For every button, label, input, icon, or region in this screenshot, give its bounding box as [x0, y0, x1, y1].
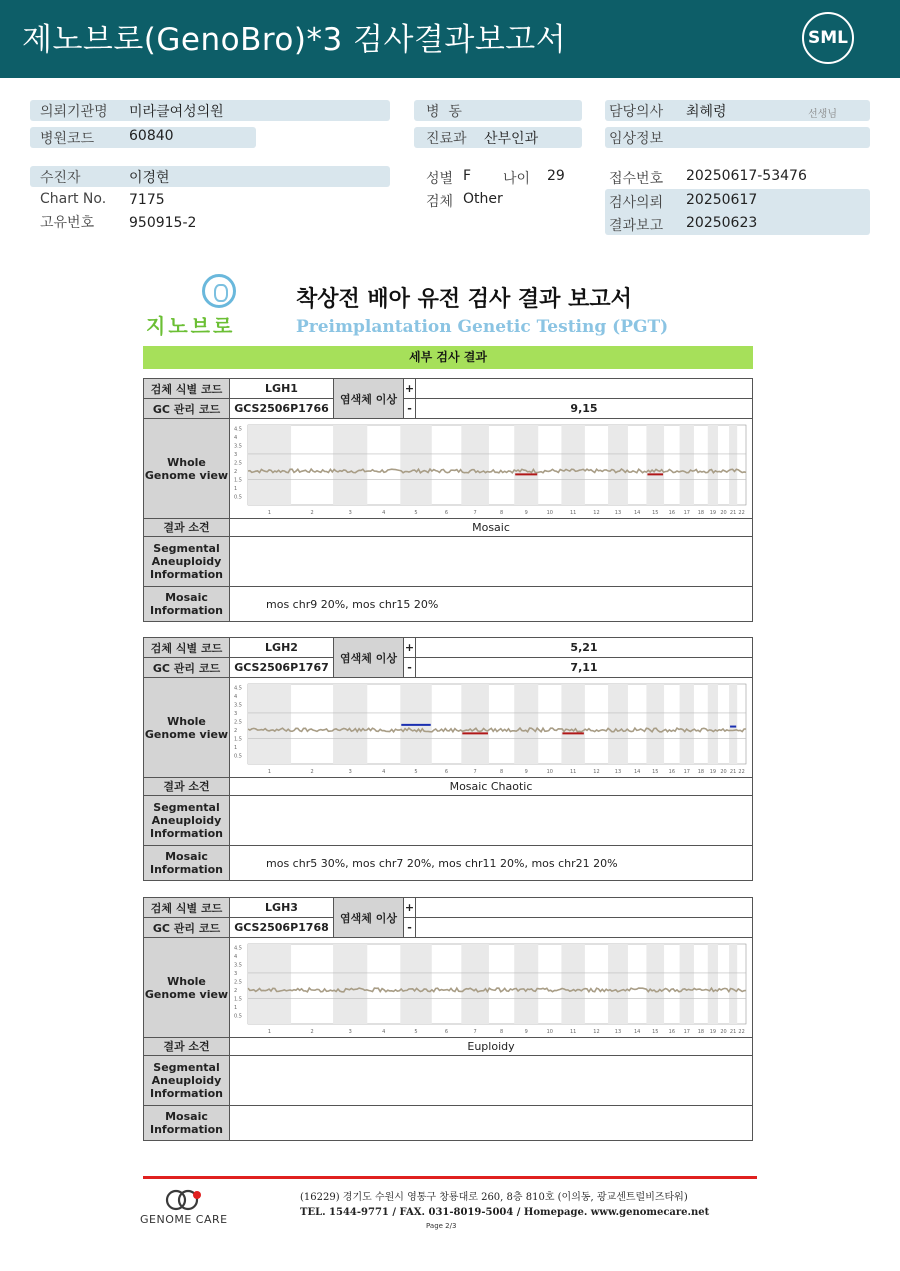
chart-value: 7175: [129, 192, 165, 208]
result-row: [144, 519, 752, 537]
chromosome-band: [608, 425, 628, 505]
abnormal-label: 염색체 이상: [334, 379, 404, 418]
x-tick-label: 7: [473, 510, 477, 516]
doctor-suffix: 선생님: [808, 109, 837, 120]
x-tick-label: 17: [683, 510, 690, 516]
x-tick-label: 4: [382, 510, 386, 516]
dept-value: 산부인과: [484, 131, 539, 147]
y-tick-label: 2.5: [234, 979, 242, 986]
x-tick-label: 5: [414, 510, 418, 516]
x-tick-label: 1: [267, 769, 272, 775]
x-tick-label: 4: [382, 769, 386, 775]
sample-table: [143, 378, 753, 622]
chromosome-band: [333, 425, 367, 505]
chromosome-band: [514, 684, 538, 764]
x-tick-label: 20: [720, 1029, 727, 1035]
y-tick-label: 4: [234, 693, 238, 700]
y-tick-label: 2: [234, 727, 238, 734]
abnormal-label: 염색체 이상: [334, 898, 404, 937]
y-tick-label: 2: [234, 468, 238, 475]
whole-genome-label: Whole Genome view: [144, 678, 230, 777]
chromosome-band: [708, 684, 718, 764]
x-tick-label: 14: [633, 769, 641, 775]
genome-plot: [230, 678, 752, 777]
ward-label: 병 동: [426, 104, 462, 120]
mosaic-value: [230, 1106, 752, 1140]
mosaic-row: [144, 1106, 752, 1140]
chromosome-band: [646, 684, 664, 764]
x-tick-label: 8: [499, 1029, 504, 1035]
section-header: 세부 검사 결과: [143, 346, 753, 369]
x-tick-label: 21: [729, 510, 737, 516]
result-label: 결과 소견: [144, 1038, 230, 1055]
y-tick-label: 3.5: [234, 443, 242, 450]
x-tick-label: 6: [444, 769, 449, 775]
x-tick-label: 17: [683, 769, 690, 775]
gc-code-value: GCS2506P1766: [234, 402, 329, 415]
y-tick-label: 0.5: [234, 753, 242, 760]
mosaic-label: Mosaic Information: [144, 846, 230, 880]
gain-chromosomes: [416, 898, 752, 918]
x-tick-label: 3: [348, 1029, 352, 1035]
y-tick-label: 3: [234, 451, 238, 458]
segmental-row: [144, 1056, 752, 1106]
request-value: 20250617: [686, 192, 758, 208]
x-tick-label: 9: [524, 1029, 528, 1035]
x-tick-label: 9: [524, 769, 528, 775]
x-tick-label: 16: [668, 1029, 676, 1035]
genome-chart: [230, 678, 752, 776]
result-row: [144, 778, 752, 796]
x-tick-label: 21: [729, 1029, 737, 1035]
document-title: 제노브로(GenoBro)*3 검사결과보고서: [22, 22, 567, 58]
patient-label: 수진자: [40, 170, 81, 186]
chromosome-band: [333, 944, 367, 1024]
x-tick-label: 13: [614, 769, 622, 775]
result-label: 결과 소견: [144, 778, 230, 795]
genome-row: [144, 938, 752, 1038]
loss-chromosomes: 9,15: [570, 402, 598, 415]
abnormal-label: 염색체 이상: [334, 638, 404, 677]
y-tick-label: 2: [234, 987, 238, 994]
y-tick-label: 0.5: [234, 494, 242, 501]
x-tick-label: 10: [546, 769, 553, 775]
segmental-row: [144, 796, 752, 846]
mosaic-label: Mosaic Information: [144, 1106, 230, 1140]
y-tick-label: 3: [234, 710, 238, 717]
sample-id-label: 검체 식별 코드: [144, 638, 229, 658]
result-label: 결과 소견: [144, 519, 230, 536]
x-tick-label: 9: [524, 510, 528, 516]
chromosome-band: [400, 425, 431, 505]
segmental-value: [230, 796, 752, 845]
segmental-value: [230, 1056, 752, 1105]
sample-id-value: LGH3: [230, 898, 333, 918]
genome-chart: [230, 419, 752, 517]
x-tick-label: 3: [348, 510, 352, 516]
chromosome-band: [680, 684, 694, 764]
copy-number-trace: [248, 728, 746, 732]
report-title: 착상전 배아 유전 검사 결과 보고서: [296, 287, 632, 312]
plot-frame: [248, 944, 746, 1024]
chromosome-band: [561, 425, 585, 505]
y-tick-label: 4.5: [234, 685, 242, 692]
chromosome-band: [248, 944, 291, 1024]
chromosome-band: [729, 425, 737, 505]
whole-genome-label: Whole Genome view: [144, 419, 230, 518]
y-tick-label: 1.5: [234, 736, 242, 743]
chromosome-band: [680, 944, 694, 1024]
sample-id-rows: [144, 638, 752, 678]
chromosome-band: [461, 425, 489, 505]
x-tick-label: 21: [729, 769, 737, 775]
plot-frame: [248, 425, 746, 505]
sex-value: F: [463, 168, 472, 184]
gc-code-value: GCS2506P1767: [234, 661, 329, 674]
chromosome-band: [400, 944, 431, 1024]
y-tick-label: 4.5: [234, 945, 242, 952]
x-tick-label: 1: [267, 510, 272, 516]
segmental-label: Segmental Aneuploidy Information: [144, 537, 230, 586]
minus-sign: -: [407, 661, 412, 674]
plus-sign: +: [404, 638, 415, 658]
plus-sign: +: [404, 379, 415, 399]
receipt-value: 20250617-53476: [686, 168, 807, 184]
hospital-code-label: 병원코드: [40, 131, 95, 147]
chromosome-band: [561, 684, 585, 764]
plot-frame: [248, 684, 746, 764]
x-tick-label: 6: [444, 510, 449, 516]
footer-address: (16229) 경기도 수원시 영통구 창룡대로 260, 8층 810호 (이의동, 광교센트럴비즈타워): [300, 1192, 688, 1203]
sample-id-value: LGH1: [230, 379, 333, 399]
x-tick-label: 20: [720, 769, 727, 775]
mosaic-label: Mosaic Information: [144, 587, 230, 621]
genome-plot: [230, 419, 752, 518]
x-tick-label: 14: [633, 1029, 641, 1035]
x-tick-label: 22: [738, 1029, 745, 1035]
x-tick-label: 2: [310, 510, 314, 516]
genome-care-logo: [140, 1188, 240, 1228]
x-tick-label: 16: [668, 769, 676, 775]
result-value: Mosaic Chaotic: [449, 780, 533, 793]
y-tick-label: 1.5: [234, 996, 242, 1003]
pill-patient: [30, 166, 390, 187]
chromosome-band: [514, 944, 538, 1024]
gc-code-label: GC 관리 코드: [144, 399, 229, 418]
result-value: Mosaic: [472, 521, 510, 534]
copy-number-trace: [248, 988, 746, 992]
x-tick-label: 15: [652, 1029, 659, 1035]
header-bar: [0, 0, 900, 78]
y-tick-label: 2.5: [234, 719, 242, 726]
gc-code-value: GCS2506P1768: [234, 921, 329, 934]
dept-label: 진료과: [426, 131, 467, 147]
x-tick-label: 12: [593, 769, 600, 775]
x-tick-label: 2: [310, 1029, 314, 1035]
gain-chromosomes: 5,21: [416, 638, 752, 658]
x-tick-label: 17: [683, 1029, 690, 1035]
segmental-label: Segmental Aneuploidy Information: [144, 1056, 230, 1105]
chromosome-band: [248, 684, 291, 764]
age-value: 29: [547, 168, 565, 184]
x-tick-label: 1: [267, 1029, 272, 1035]
sml-logo: SML: [802, 12, 854, 64]
request-label: 검사의뢰: [609, 195, 664, 211]
segmental-row: [144, 537, 752, 587]
x-tick-label: 19: [709, 1029, 717, 1035]
x-tick-label: 18: [697, 510, 705, 516]
mosaic-value: mos chr5 30%, mos chr7 20%, mos chr11 20%, mos chr21 20%: [266, 856, 618, 870]
gain-chromosomes: [416, 379, 752, 399]
report-value: 20250623: [686, 215, 758, 231]
page-number: Page 2/3: [426, 1222, 457, 1230]
sample-id-rows: [144, 898, 752, 938]
segmental-label: Segmental Aneuploidy Information: [144, 796, 230, 845]
x-tick-label: 11: [569, 769, 577, 775]
report-label: 결과보고: [609, 218, 664, 234]
chromosome-band: [333, 684, 367, 764]
x-tick-label: 8: [499, 510, 504, 516]
unique-label: 고유번호: [40, 215, 95, 231]
result-row: [144, 1038, 752, 1056]
x-tick-label: 12: [593, 1029, 600, 1035]
result-value: Euploidy: [467, 1040, 515, 1053]
chromosome-band: [708, 944, 718, 1024]
x-tick-label: 22: [738, 769, 745, 775]
sample-id-value: LGH2: [230, 638, 333, 658]
chromosome-band: [646, 944, 664, 1024]
receipt-label: 접수번호: [609, 171, 664, 187]
x-tick-label: 7: [473, 1029, 477, 1035]
x-tick-label: 18: [697, 769, 705, 775]
doctor-value: 최혜령: [686, 104, 727, 120]
x-tick-label: 13: [614, 1029, 622, 1035]
genobro-wordmark: 지노브로: [146, 314, 236, 338]
report-subtitle: Preimplantation Genetic Testing (PGT): [296, 317, 669, 337]
x-tick-label: 11: [569, 1029, 577, 1035]
sample-table: [143, 897, 753, 1141]
chromosome-band: [561, 944, 585, 1024]
x-tick-label: 16: [668, 510, 676, 516]
chromosome-band: [680, 425, 694, 505]
plus-sign: +: [404, 898, 415, 918]
chromosome-band: [729, 944, 737, 1024]
chart-label: Chart No.: [40, 191, 107, 207]
sex-label: 성별: [426, 171, 454, 187]
age-label: 나이: [503, 171, 531, 187]
minus-sign: -: [407, 402, 412, 415]
x-tick-label: 5: [414, 769, 418, 775]
mosaic-row: [144, 846, 752, 880]
x-tick-label: 12: [593, 510, 600, 516]
specimen-label: 검체: [426, 194, 454, 210]
institution-value: 미라클여성의원: [129, 104, 224, 120]
footer-divider: [143, 1176, 757, 1179]
y-tick-label: 1: [234, 744, 238, 751]
x-tick-label: 14: [633, 510, 641, 516]
mosaic-value: mos chr9 20%, mos chr15 20%: [266, 597, 439, 611]
x-tick-label: 10: [546, 1029, 553, 1035]
x-tick-label: 3: [348, 769, 352, 775]
chromosome-band: [514, 425, 538, 505]
footer-address-block: [300, 1190, 770, 1220]
y-tick-label: 2.5: [234, 460, 242, 467]
chromosome-band: [461, 944, 489, 1024]
dna-icon: [202, 274, 236, 308]
loss-chromosomes: 7,11: [570, 661, 598, 674]
clinical-label: 임상정보: [609, 131, 664, 147]
sample-id-label: 검체 식별 코드: [144, 379, 229, 399]
chromosome-band: [248, 425, 291, 505]
patient-value: 이경현: [129, 170, 170, 186]
y-tick-label: 1: [234, 1004, 238, 1011]
chromosome-band: [729, 684, 737, 764]
x-tick-label: 4: [382, 1029, 386, 1035]
gc-code-label: GC 관리 코드: [144, 658, 229, 677]
y-tick-label: 1: [234, 485, 238, 492]
gc-code-label: GC 관리 코드: [144, 918, 229, 937]
whole-genome-label: Whole Genome view: [144, 938, 230, 1037]
doctor-label: 담당의사: [609, 104, 664, 120]
sample-id-rows: [144, 379, 752, 419]
chromosome-band: [608, 944, 628, 1024]
y-tick-label: 3.5: [234, 702, 242, 709]
hospital-code-value: 60840: [129, 128, 174, 144]
x-tick-label: 10: [546, 510, 553, 516]
chromosome-band: [608, 684, 628, 764]
y-tick-label: 3.5: [234, 962, 242, 969]
x-tick-label: 2: [310, 769, 314, 775]
chromosome-band: [646, 425, 664, 505]
genome-care-icon: [164, 1188, 204, 1212]
x-tick-label: 13: [614, 510, 622, 516]
chromosome-band: [708, 425, 718, 505]
chromosome-band: [461, 684, 489, 764]
x-tick-label: 20: [720, 510, 727, 516]
segmental-value: [230, 537, 752, 586]
y-tick-label: 4: [234, 953, 238, 960]
x-tick-label: 15: [652, 769, 659, 775]
genome-plot: [230, 938, 752, 1037]
genobro-logo: [146, 274, 256, 338]
x-tick-label: 22: [738, 510, 745, 516]
institution-label: 의뢰기관명: [40, 104, 108, 120]
x-tick-label: 11: [569, 510, 577, 516]
x-tick-label: 15: [652, 510, 659, 516]
y-tick-label: 4.5: [234, 426, 242, 433]
specimen-value: Other: [463, 191, 503, 207]
y-tick-label: 1.5: [234, 477, 242, 484]
mosaic-row: [144, 587, 752, 621]
x-tick-label: 18: [697, 1029, 705, 1035]
sample-id-label: 검체 식별 코드: [144, 898, 229, 918]
y-tick-label: 4: [234, 434, 238, 441]
x-tick-label: 19: [709, 510, 717, 516]
loss-chromosomes: [416, 918, 752, 937]
sample-table: [143, 637, 753, 881]
x-tick-label: 5: [414, 1029, 418, 1035]
x-tick-label: 8: [499, 769, 504, 775]
copy-number-trace: [248, 469, 746, 473]
x-tick-label: 7: [473, 769, 477, 775]
unique-value: 950915-2: [129, 215, 197, 231]
x-tick-label: 19: [709, 769, 717, 775]
genome-chart: [230, 938, 752, 1036]
x-tick-label: 6: [444, 1029, 449, 1035]
y-tick-label: 0.5: [234, 1013, 242, 1020]
minus-sign: -: [407, 921, 412, 934]
genome-row: [144, 678, 752, 778]
genome-row: [144, 419, 752, 519]
footer-contact: TEL. 1544-9771 / FAX. 031-8019-5004 / Homepage. www.genomecare.net: [300, 1207, 710, 1218]
genome-care-text: GENOME CARE: [140, 1213, 228, 1226]
y-tick-label: 3: [234, 970, 238, 977]
